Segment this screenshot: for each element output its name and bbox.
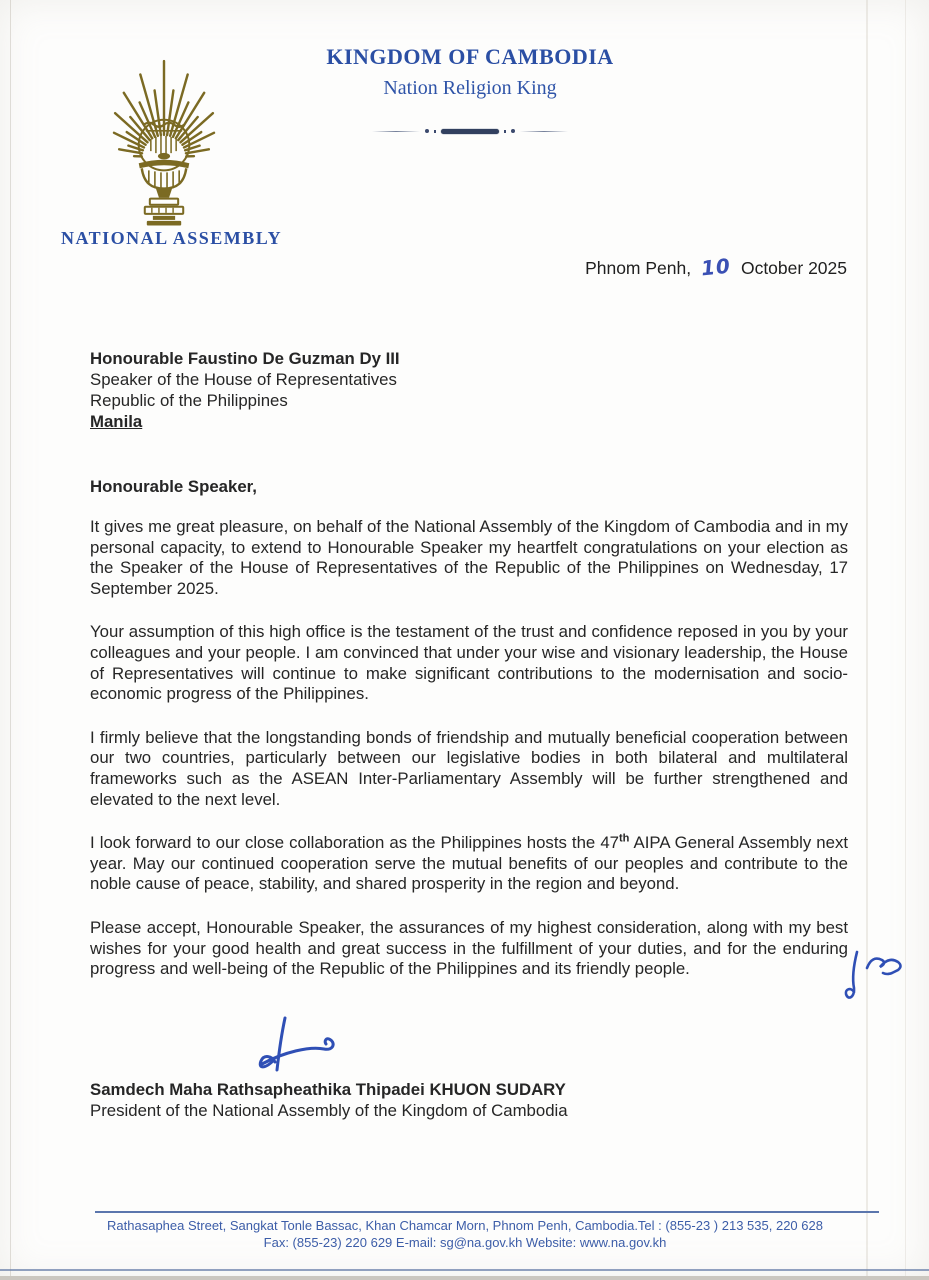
scan-edge-right bbox=[866, 0, 868, 1280]
signatory-title: President of the National Assembly of the Kingdom of Cambodia bbox=[90, 1101, 568, 1120]
recipient-block bbox=[90, 348, 400, 432]
paragraph-4-text: I look forward to our close collaboration as the Philippines hosts the 47 bbox=[90, 833, 619, 853]
dateline-month-year: October 2025 bbox=[740, 258, 847, 278]
recipient-country: Republic of the Philippines bbox=[90, 391, 288, 410]
divider-dot bbox=[425, 129, 429, 133]
footer bbox=[60, 1217, 870, 1251]
paragraph-4 bbox=[90, 833, 848, 895]
divider-line-right bbox=[520, 131, 568, 132]
emblem-rays bbox=[114, 61, 214, 156]
paragraph-5: Please accept, Honourable Speaker, the assurances of my highest consideration, along with my best wishes for your good health and great success in the fulfillment of your duties, and for the enduring progress and well-being of the Republic of the Philippines and its friendly people. bbox=[90, 917, 848, 979]
signatory-name: Samdech Maha Rathsapheathika Thipadei KHUON SUDARY bbox=[90, 1080, 566, 1099]
handwritten-day: 10 bbox=[699, 253, 733, 281]
divider-ornament bbox=[441, 129, 499, 134]
scan-edge-left bbox=[10, 0, 11, 1280]
salutation: Honourable Speaker, bbox=[90, 477, 257, 496]
dateline bbox=[585, 255, 847, 279]
motto-line: Nation Religion King bbox=[383, 77, 557, 99]
dateline-place: Phnom Penh, bbox=[585, 258, 692, 278]
recipient-city: Manila bbox=[90, 412, 143, 431]
divider-tick bbox=[434, 130, 436, 133]
signature-block bbox=[90, 1079, 568, 1121]
scan-edge-bottom bbox=[0, 1276, 929, 1280]
recipient-name: Honourable Faustino De Guzman Dy III bbox=[90, 349, 400, 368]
paragraph-3: I firmly believe that the longstanding bonds of friendship and mutually beneficial cooperation between our two countries, particularly between our legislative bodies in both bilateral and multilateral frameworks such as the ASEAN Inter-Parliamentary Assembly will be further strengthened and elevated to the next level. bbox=[90, 727, 848, 809]
institution-name: NATIONAL ASSEMBLY bbox=[61, 228, 283, 248]
scan-edge-right-2 bbox=[905, 0, 906, 1280]
ordinal-superscript: th bbox=[619, 832, 630, 845]
divider-line-left bbox=[372, 131, 420, 132]
footer-rule bbox=[95, 1211, 879, 1213]
kingdom-title: KINGDOM OF CAMBODIA bbox=[326, 44, 614, 69]
handwritten-initials-icon bbox=[841, 944, 915, 1006]
paragraph-2: Your assumption of this high office is the testament of the trust and confidence reposed in you by your colleagues and your people. I am convinced that under your wise and visionary leadership, the House of Representatives will continue to make significant contributions to the modernisation and socio-economic progress of the Philippines. bbox=[90, 622, 848, 704]
letter-body bbox=[90, 517, 848, 1003]
paragraph-4-text-cont: AIPA General Assembly next year. May our continued cooperation serve the mutual benefits of our peoples and contribute to the noble cause of peace, stability, and shared prosperity in the region and beyond. bbox=[90, 833, 848, 894]
signature-icon bbox=[252, 1008, 352, 1080]
ornamental-divider-icon bbox=[255, 124, 685, 138]
footer-address-line: Rathasaphea Street, Sangkat Tonle Bassac, Khan Chamcar Morn, Phnom Penh, Cambodia.Tel : (855-23 ) 213 535, 220 628 bbox=[107, 1218, 823, 1233]
footer-contact-line: Fax: (855-23) 220 629 E-mail: sg@na.gov.kh Website: www.na.gov.kh bbox=[263, 1235, 667, 1250]
divider-dot bbox=[511, 129, 515, 133]
page-bottom-rule bbox=[0, 1269, 929, 1271]
national-assembly-emblem-icon bbox=[96, 56, 232, 228]
recipient-title: Speaker of the House of Representatives bbox=[90, 370, 397, 389]
divider-tick bbox=[504, 130, 506, 133]
paragraph-1: It gives me great pleasure, on behalf of the National Assembly of the Kingdom of Cambodia and in my personal capacity, to extend to Honourable Speaker my heartfelt congratulations on your election as the Speaker of the House of Representatives of the Republic of the Philippines on Wednesday, 17 September 2025. bbox=[90, 517, 848, 598]
